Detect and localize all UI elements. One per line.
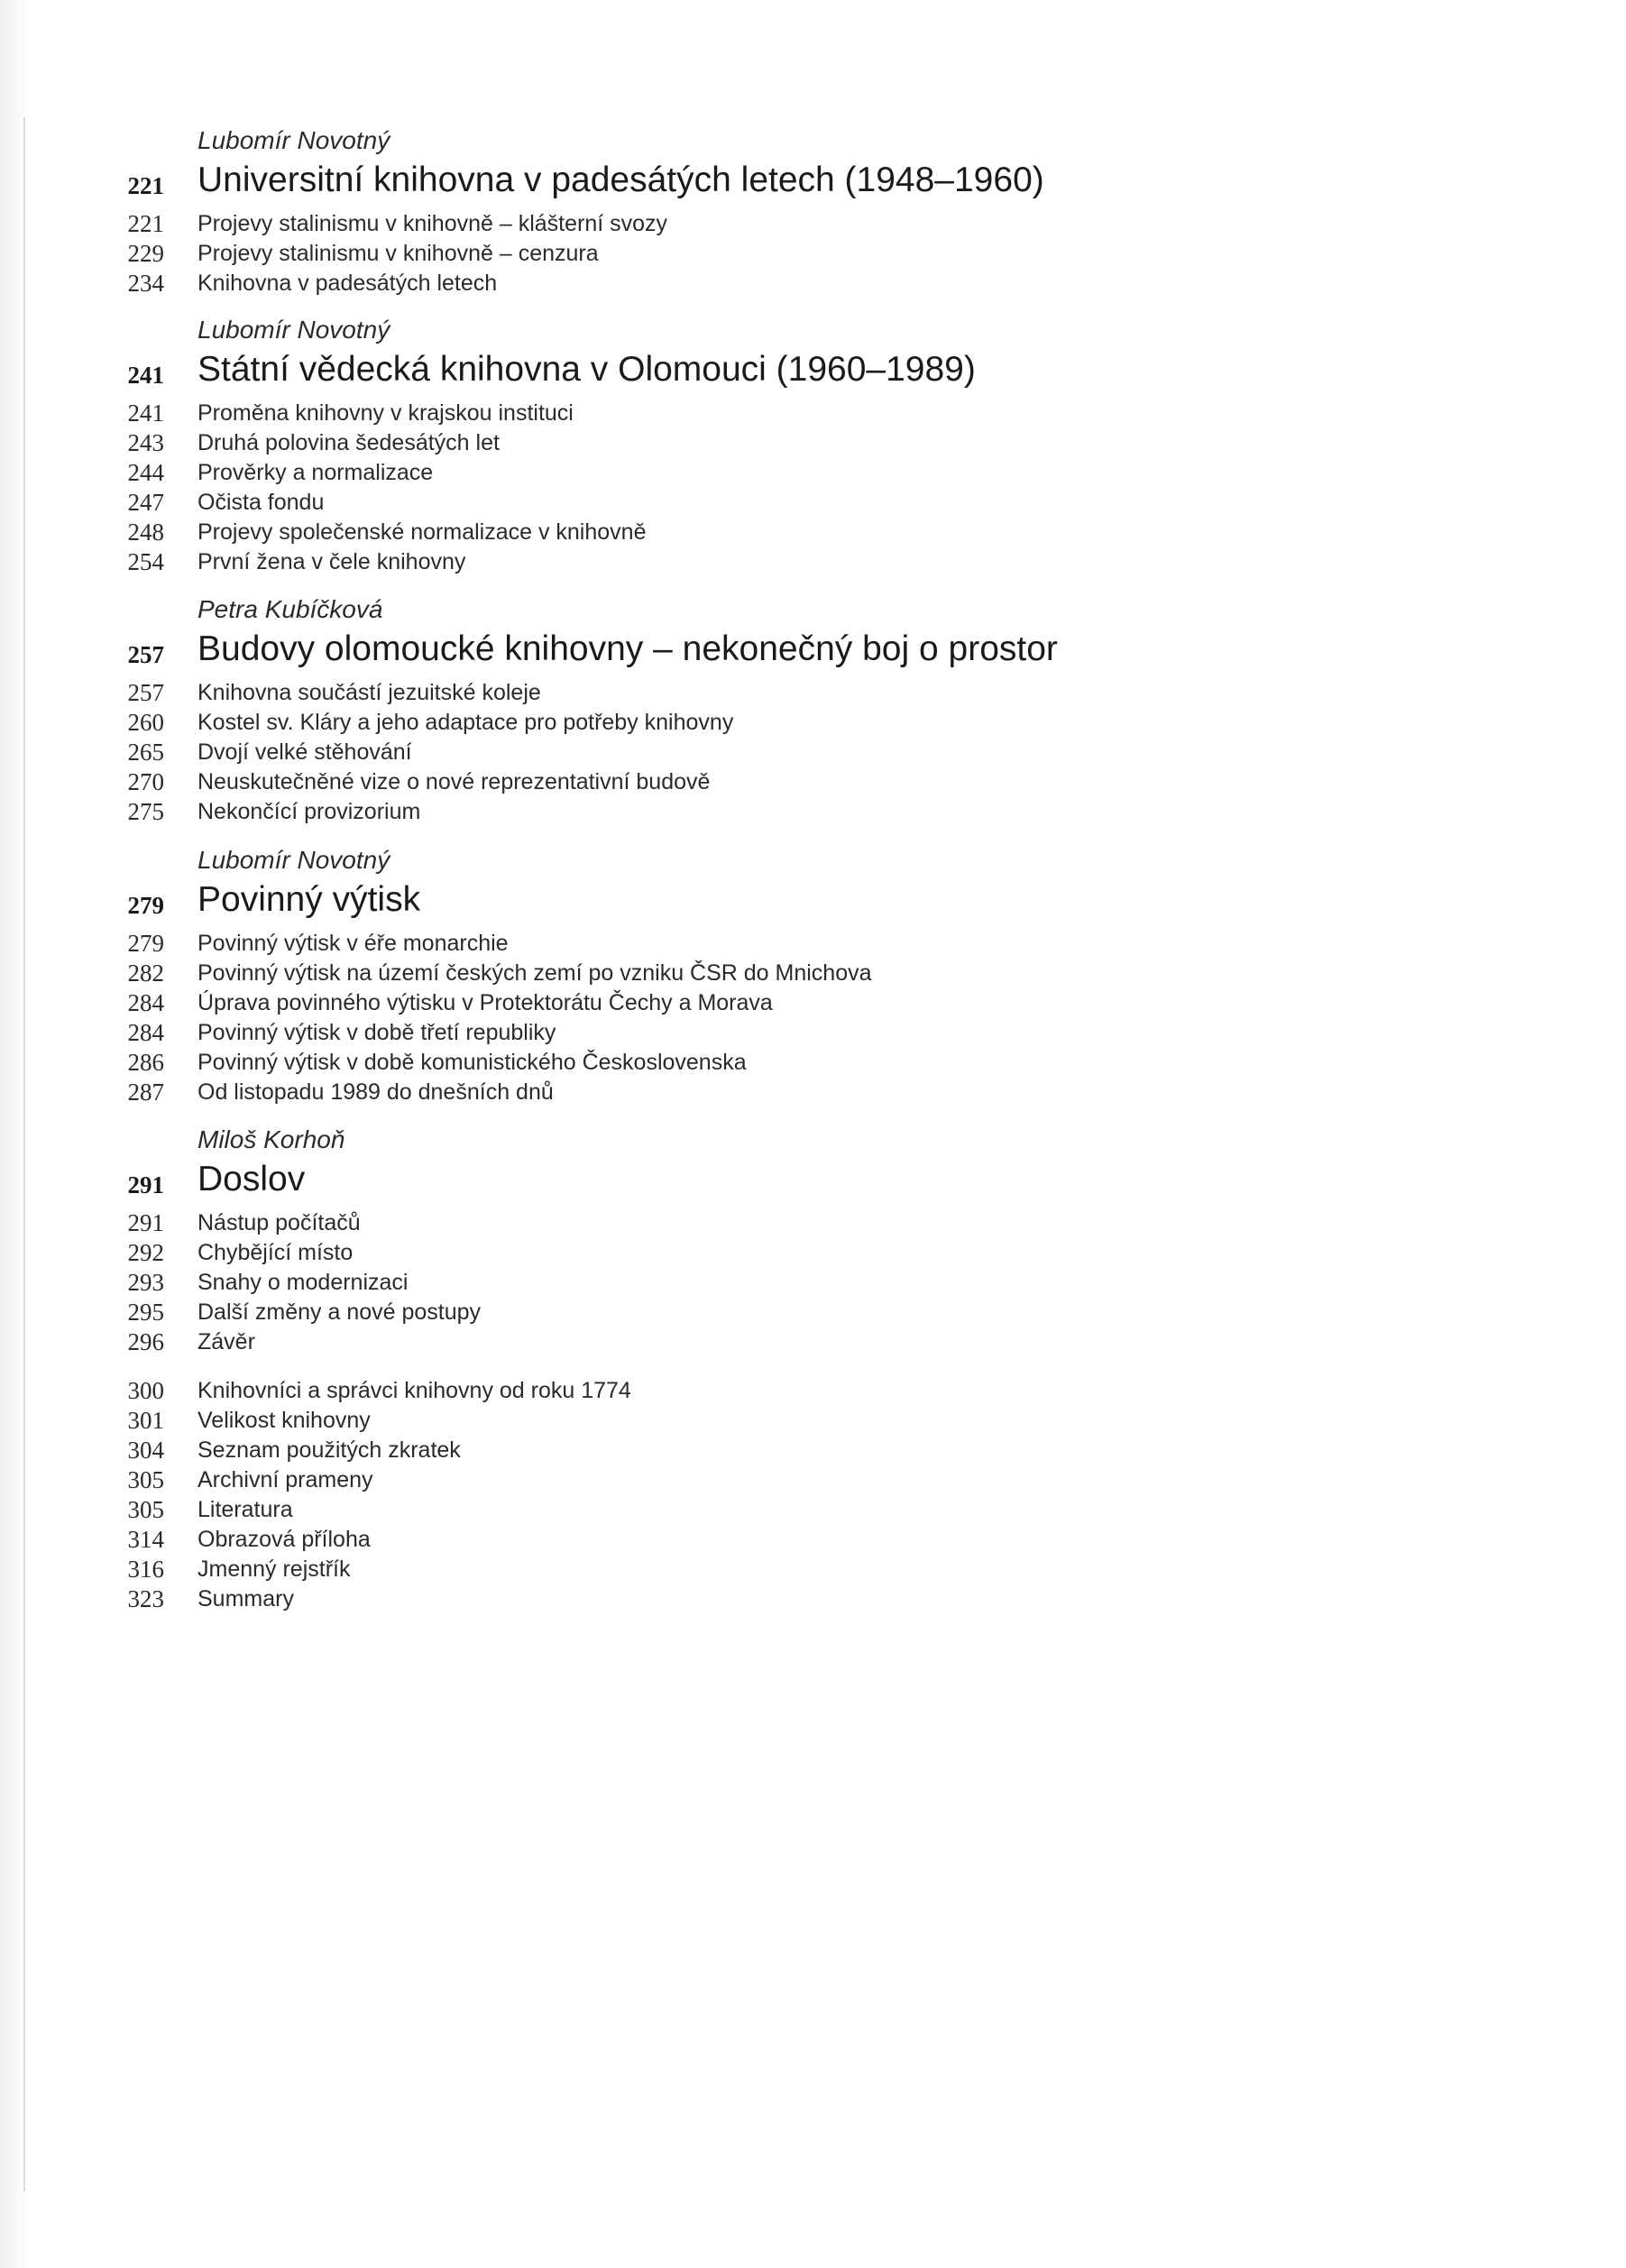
entry-title: Jmenný rejstřík [198,1556,351,1582]
toc-entry[interactable] [0,1298,1626,1327]
entry-page-number: 234 [127,270,164,297]
chapter-heading[interactable] [0,155,1626,202]
entry-page-number: 293 [127,1269,164,1296]
entry-page-number: 284 [127,1019,164,1046]
toc-entry[interactable] [0,767,1626,797]
entry-page-number: 257 [127,679,164,706]
chapter-page-number: 257 [127,641,164,668]
entry-page-number: 248 [127,519,164,546]
toc-entry[interactable] [0,929,1626,959]
chapter-page-number: 279 [127,892,164,919]
chapter-title: Universitní knihovna v padesátých letech (1948–1960) [198,161,1044,199]
chapter-heading[interactable] [0,344,1626,391]
entry-title: Povinný výtisk v éře monarchie [198,931,509,956]
entry-title: Seznam použitých zkratek [198,1437,461,1463]
toc-entry[interactable] [0,1495,1626,1525]
chapter-page-number: 241 [127,362,164,389]
page-edge [0,0,31,2268]
section-author: Lubomír Novotný [198,846,390,874]
entry-title: Knihovníci a správci knihovny od roku 1774 [198,1378,631,1403]
entry-page-number: 229 [127,240,164,267]
entry-page-number: 314 [127,1526,164,1553]
entry-page-number: 316 [127,1556,164,1583]
toc-entry[interactable] [0,488,1626,518]
chapter-heading[interactable] [0,875,1626,922]
entry-title: Dvojí velké stěhování [198,739,412,765]
entry-page-number: 301 [127,1407,164,1434]
toc-entry[interactable] [0,209,1626,239]
entry-page-number: 265 [127,739,164,766]
entry-title: Povinný výtisk v době třetí republiky [198,1020,556,1045]
toc-entry[interactable] [0,1584,1626,1614]
entry-page-number: 284 [127,989,164,1016]
toc-entry[interactable] [0,1078,1626,1107]
toc-entry[interactable] [0,1465,1626,1495]
toc-entry[interactable] [0,1048,1626,1078]
entry-title: Povinný výtisk na území českých zemí po vzniku ČSR do Mnichova [198,960,872,986]
entry-page-number: 305 [127,1496,164,1523]
entry-title: První žena v čele knihovny [198,549,466,574]
entry-title: Úprava povinného výtisku v Protektorátu Čechy a Morava [198,990,773,1015]
toc-entry[interactable] [0,399,1626,428]
entry-page-number: 323 [127,1585,164,1612]
chapter-heading[interactable] [0,624,1626,671]
chapter-title: Budovy olomoucké knihovny – nekonečný boj o prostor [198,629,1058,668]
section-author: Miloš Korhoň [198,1125,345,1153]
entry-title: Neuskutečněné vize o nové reprezentativní budově [198,769,711,794]
entry-title: Od listopadu 1989 do dnešních dnů [198,1079,554,1105]
toc-entry[interactable] [0,269,1626,298]
toc-entry[interactable] [0,1208,1626,1238]
entry-title: Projevy stalinismu v knihovně – cenzura [198,241,599,266]
entry-title: Nekončící provizorium [198,799,421,824]
entry-title: Nástup počítačů [198,1210,361,1235]
entry-page-number: 295 [127,1299,164,1326]
entry-title: Knihovna součástí jezuitské koleje [198,680,541,705]
toc-entry[interactable] [0,1238,1626,1268]
toc-entry[interactable] [0,458,1626,488]
entry-title: Očista fondu [198,490,325,515]
entry-title: Prověrky a normalizace [198,460,434,485]
toc-entry[interactable] [0,1555,1626,1584]
entry-title: Obrazová příloha [198,1527,371,1552]
toc-entry[interactable] [0,1406,1626,1436]
entry-page-number: 287 [127,1079,164,1106]
entry-title: Kostel sv. Kláry a jeho adaptace pro potřeby knihovny [198,710,734,735]
toc-entry[interactable] [0,1018,1626,1048]
toc-entry[interactable] [0,1436,1626,1465]
entry-title: Druhá polovina šedesátých let [198,430,500,455]
entry-title: Summary [198,1586,294,1611]
toc-entry[interactable] [0,988,1626,1018]
entry-page-number: 279 [127,930,164,957]
section-author: Lubomír Novotný [198,316,390,344]
entry-title: Závěr [198,1329,255,1354]
entry-page-number: 305 [127,1466,164,1493]
entry-title: Projevy společenské normalizace v knihovně [198,519,647,545]
entry-page-number: 275 [127,798,164,825]
chapter-title: Státní vědecká knihovna v Olomouci (1960–1989) [198,350,976,389]
entry-page-number: 260 [127,709,164,736]
entry-page-number: 244 [127,459,164,486]
chapter-heading[interactable] [0,1154,1626,1201]
entry-title: Velikost knihovny [198,1408,371,1433]
entry-title: Snahy o modernizaci [198,1270,409,1295]
section-author: Petra Kubíčková [198,595,383,623]
entry-page-number: 292 [127,1239,164,1266]
entry-page-number: 304 [127,1437,164,1464]
toc-entry[interactable] [0,959,1626,988]
entry-title: Archivní prameny [198,1467,373,1492]
chapter-title: Povinný výtisk [198,880,421,919]
entry-page-number: 296 [127,1328,164,1355]
entry-page-number: 221 [127,210,164,237]
entry-page-number: 241 [127,399,164,427]
entry-page-number: 282 [127,960,164,987]
entry-page-number: 243 [127,429,164,456]
entry-page-number: 247 [127,489,164,516]
toc-entry[interactable] [0,518,1626,547]
entry-title: Projevy stalinismu v knihovně – klášterní svozy [198,211,668,236]
section-author: Lubomír Novotný [198,126,390,154]
toc-entry[interactable] [0,1525,1626,1555]
entry-title: Literatura [198,1497,293,1522]
toc-entry[interactable] [0,708,1626,738]
toc-entry[interactable] [0,428,1626,458]
toc-entry[interactable] [0,239,1626,269]
entry-page-number: 291 [127,1209,164,1236]
toc-entry[interactable] [0,797,1626,827]
chapter-page-number: 221 [127,172,164,199]
toc-entry[interactable] [0,547,1626,577]
entry-title: Povinný výtisk v době komunistického Československa [198,1050,747,1075]
toc-entry[interactable] [0,1268,1626,1298]
entry-title: Další změny a nové postupy [198,1299,482,1325]
toc-entry[interactable] [0,1376,1626,1406]
entry-title: Knihovna v padesátých letech [198,271,498,296]
chapter-title: Doslov [198,1160,306,1198]
entry-page-number: 286 [127,1049,164,1076]
entry-title: Chybějící místo [198,1240,354,1265]
toc-entry[interactable] [0,1327,1626,1357]
entry-page-number: 300 [127,1377,164,1404]
toc-entry[interactable] [0,738,1626,767]
entry-page-number: 270 [127,768,164,795]
chapter-page-number: 291 [127,1171,164,1198]
toc-entry[interactable] [0,678,1626,708]
entry-page-number: 254 [127,548,164,575]
entry-title: Proměna knihovny v krajskou instituci [198,400,574,426]
